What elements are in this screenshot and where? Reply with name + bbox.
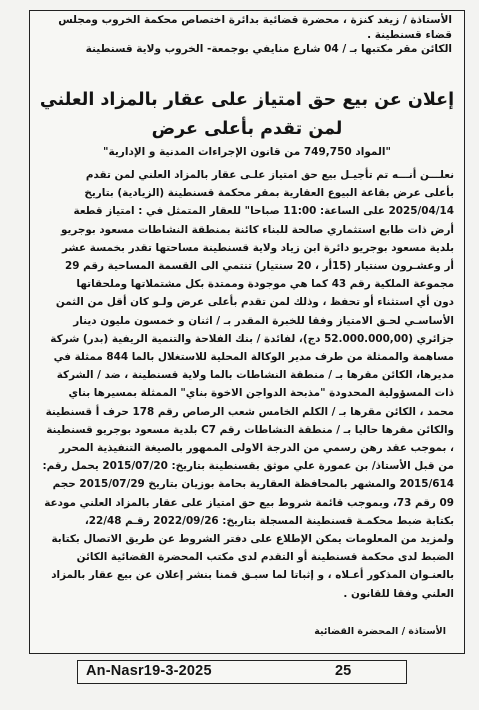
body-line: بلدية مسعود بوجريو دائرة ابن زياد ولاية قسنطينة مساحتها تقدر بخمسة عشر — [61, 241, 454, 254]
signature: الأستاذة / المحضرة القضائية — [314, 626, 446, 637]
announcement-title — [34, 86, 460, 144]
header-line-3: الكائن مقر مكتبها بـ / 04 شارع منايفي بوجمعة- الخروب ولاية قسنطينة — [85, 43, 452, 55]
body-line: 2015/614 والمشهر بالمحافظة العقارية بحامة بوزيان بتاريخ 2015/07/29 حجم — [52, 478, 454, 491]
header-line-2: قضاء قسنطينة . — [367, 28, 452, 41]
body-line: جزائري (52.000.000,00 دج)، لفائدة / بنك الفلاحة والتنمية الريفية (بدر) شركة — [50, 332, 454, 345]
title-line-1: إعلان عن بيع حق امتياز على عقار بالمزاد العلني — [39, 90, 455, 110]
header-line-1: الأستاذة / زيغد كنزة ، محضرة قضائية بدائرة اختصاص محكمة الخروب ومجلس — [58, 14, 452, 26]
title-line-2: لمن تقدم بأعلى عرض — [151, 119, 343, 139]
body-line: العلني وفقا للقانون . — [343, 587, 454, 600]
body-line: أرض ذات طابع استثماري صالحة للبناء كائنة بمنطقة النشاطات مسعود بوجريو — [60, 223, 454, 236]
body-line: مساهمة والممثلة من طرف مدير الوكالة المحلية للاستغلال بالما 844 ممثلة في — [53, 351, 454, 364]
body-line: ، بموجب عقد رهن رسمي من الدرجة الاولى الممهور بالصيغة التنفيذية المحرر — [59, 442, 454, 455]
body-line: 09 رقم 73، وبموجب قائمة شروط بيع حق امتياز على عقار بالمزاد العلني مودعة — [44, 496, 454, 509]
body-line: والكائن مقرها حاليا بـ / منطقة النشاطات رقم C7 بلدية مسعود بوجريو قسنطينة — [46, 423, 454, 436]
bailiff-header — [38, 13, 452, 57]
body-line: مديرها، الكائن مقرها بـ / منطقة النشاطات بالما ولاية قسنطينة ، ضد / الشركة — [56, 369, 454, 382]
body-line: نعلـــن أنـــه تم تأجيـل بيع حق امتياز علـى عقار بالمزاد العلني لمن تقدم — [85, 169, 454, 181]
body-line: ولمزيد من المعلومات يمكن الإطلاع على دفتر الشروط عن طريق الاتصال بكتابة — [51, 533, 454, 546]
body-line: أر وعشـرون سنتيار (15أر ، 20 سنتيار) تنتمي الى القسمة المساحية رقم 29 — [65, 260, 454, 273]
body-line: بكتابة ضبط محكمـة قسنطينة المسجلة بتاريخ: 2022/09/26 رقـم 22/48، — [84, 514, 454, 527]
body-line: من قبل الأستاذ/ بن عمورة علي موثق بقسنطينة بتاريخ: 2015/07/20 يحمل رقم: — [42, 460, 454, 473]
legal-reference: "المواد 749,750 من قانون الإجراءات المدنية و الإدارية" — [103, 146, 391, 158]
body-line: الضبط لدى محكمة قسنطينة أو التقدم لدى مكتب المحضرة القضائية الكائن — [76, 551, 454, 564]
body-line: 2025/04/14 على الساعة: 11:00 صباحا" للعقار المتمثل في : امتياز قطعة — [73, 205, 454, 218]
body-line: محمد ، الكائن مقرها بـ / الكلم الخامس شعب الرصاص رقم 178 حرف أ قسنطينة — [45, 405, 454, 418]
body-line: مجموعة الملكية رقم 43 كما هي موجودة وممتدة بكل مشتملاتها وملحقاتها — [76, 278, 454, 291]
announcement-body — [38, 166, 454, 603]
page-number: 25 — [335, 663, 352, 679]
body-line: دون أي استثناء أو تحفظ ، وذلك لمن تقدم بأعلى عرض ولـو كان أقل من الثمن — [55, 296, 454, 309]
body-line: ذات المسؤولية المحدودة "مذبحة الدواجن الاخوة بناي" الممثلة بمسيرها بناي — [68, 387, 454, 400]
body-line: الأساسـي لحـق الامتياز وفقا للخبرة المقدر بـ / اثنان و خمسون مليون دينار — [73, 314, 454, 327]
body-line: بأعلى عرض بقاعة البيوع العقارية بمقر محكمة قسنطينة (الزيادية) بتاريخ — [84, 187, 454, 200]
newspaper-source: An-Nasr19-3-2025 — [86, 663, 212, 679]
body-line: بالعنـوان المذكور أعـلاه ، و إثباتا لما سبـق قمنا بنشر إعلان عن بيع عقار بالمزاد — [51, 569, 454, 582]
